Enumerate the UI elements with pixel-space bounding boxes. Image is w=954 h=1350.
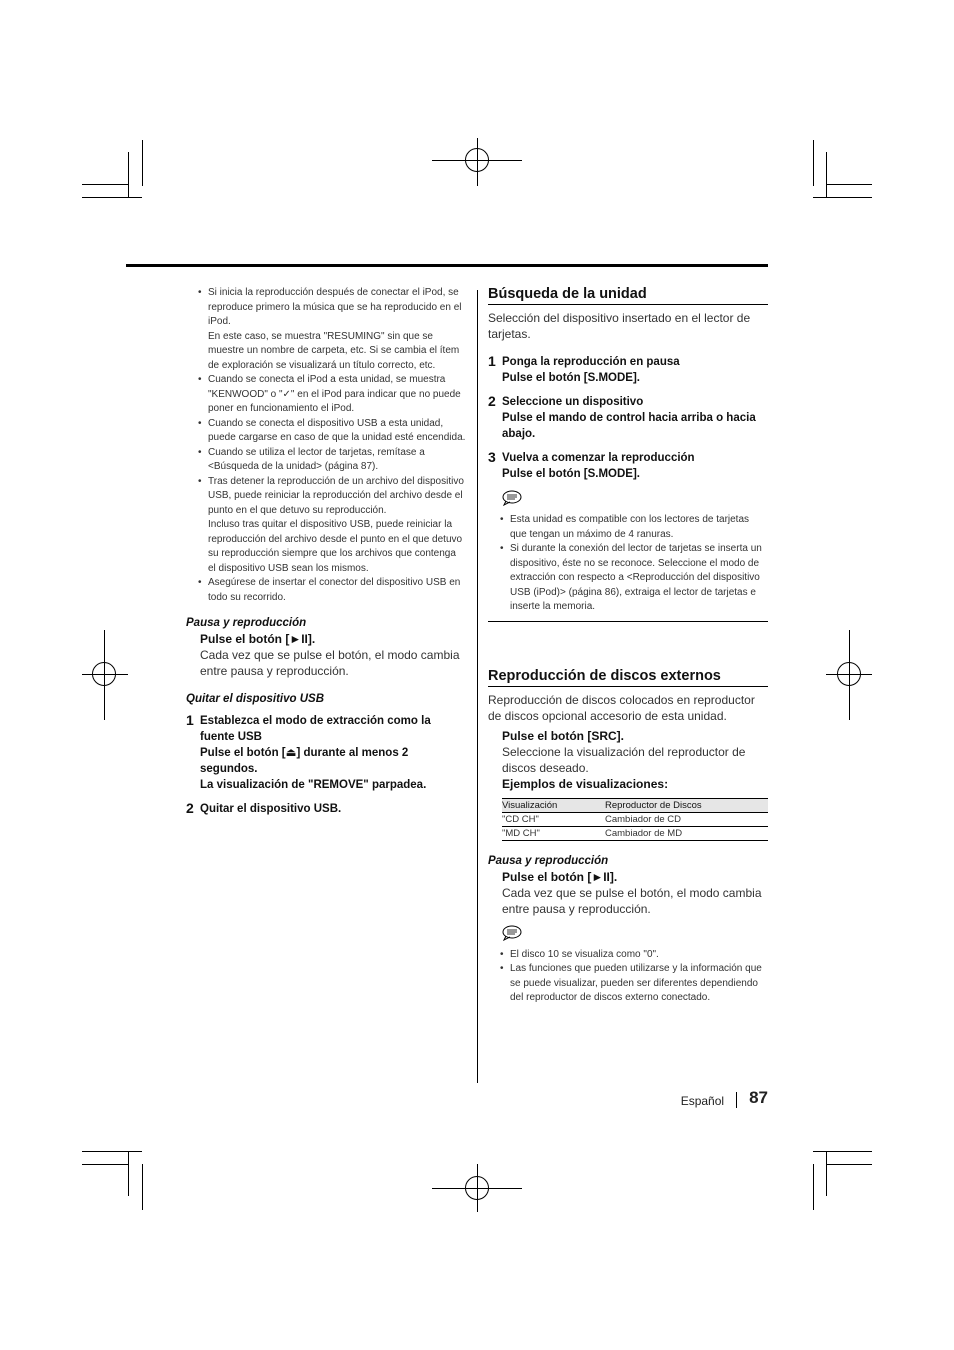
column-divider	[477, 290, 478, 1083]
table-cell: "CD CH"	[502, 812, 605, 826]
busqueda-step-2	[488, 394, 768, 442]
table-row	[502, 826, 768, 840]
busqueda-step-1	[488, 354, 768, 386]
list-item: • Asegúrese de insertar el conector del dispositivo USB en todo su recorrido.	[186, 576, 466, 605]
step-line: Pulse el botón [⏏] durante al menos 2 segundos.	[200, 747, 409, 775]
pausa-heading: Pausa y reproducción	[186, 617, 307, 629]
pausa-action: Pulse el botón [►II].	[200, 632, 316, 646]
discos-heading: Reproducción de discos externos	[488, 668, 768, 687]
list-item: • Cuando se utiliza el lector de tarjetas, remítase a <Búsqueda de la unidad> (página 87).	[186, 446, 466, 475]
quitar-heading: Quitar el dispositivo USB	[186, 693, 325, 705]
display-examples-table	[502, 798, 768, 841]
discos-pausa-description: Cada vez que se pulse el botón, el modo cambia entre pausa y reproducción.	[502, 885, 762, 916]
table-cell: Cambiador de CD	[605, 812, 768, 826]
list-item: • Cuando se conecta el dispositivo USB a esta unidad, puede cargarse en caso de que la unidad esté encendida.	[186, 417, 466, 446]
quitar-step-1	[186, 713, 466, 793]
discos-intro: Reproducción de discos colocados en reproductor de discos opcional accesorio de esta unidad.	[488, 692, 755, 723]
usb-notes-list	[186, 286, 466, 605]
busqueda-notes-list	[488, 513, 768, 615]
step-number: 3	[488, 449, 496, 465]
table-header: Reproductor de Discos	[605, 798, 768, 812]
discos-notes-list	[488, 948, 768, 1006]
step-action: Pulse el botón [S.MODE].	[502, 372, 641, 384]
right-column	[488, 286, 768, 1006]
discos-pausa-action: Pulse el botón [►II].	[502, 869, 618, 884]
step-line: La visualización de "REMOVE" parpadea.	[200, 779, 427, 791]
step-title: Ponga la reproducción en pausa	[502, 356, 680, 368]
step-number: 1	[488, 353, 496, 369]
ejemplos-heading: Ejemplos de visualizaciones:	[502, 776, 669, 791]
left-column	[186, 286, 466, 817]
step-action: Pulse el mando de control hacia arriba o hacia abajo.	[502, 412, 756, 440]
list-item: • Tras detener la reproducción de un archivo del dispositivo USB, puede reiniciar la reproducción del archivo desde el punto en el que detuvo su reproducción.	[186, 475, 466, 519]
footer-separator	[736, 1092, 737, 1108]
list-item: • El disco 10 se visualiza como "0".	[488, 948, 768, 963]
list-item: • Si inicia la reproducción después de conectar el iPod, se reproduce primero la música que se ha reproducido en el iPod.	[186, 286, 466, 330]
table-cell: Cambiador de MD	[605, 826, 768, 840]
step-title: Seleccione un dispositivo	[502, 396, 644, 408]
step-number: 2	[488, 393, 496, 409]
list-item-continuation: Incluso tras quitar el dispositivo USB, puede reiniciar la reproducción del archivo desde el punto en el que detuvo su reproducción siempre que los archivos que contenga el dispositivo USB sean los mismos.	[208, 519, 463, 574]
list-item: • Las funciones que pueden utilizarse y la información que se puede visualizar, pueden ser diferentes dependiendo del reproductor de discos externo conectado.	[488, 962, 768, 1006]
step-number: 1	[186, 712, 194, 728]
busqueda-heading: Búsqueda de la unidad	[488, 286, 768, 305]
list-item: • Esta unidad es compatible con los lectores de tarjetas que tengan un máximo de 4 ranuras.	[488, 513, 768, 542]
busqueda-step-3	[488, 450, 768, 482]
table-cell: "MD CH"	[502, 826, 605, 840]
step-action: Pulse el botón [S.MODE].	[502, 468, 641, 480]
table-row	[502, 812, 768, 826]
step-number: 2	[186, 800, 194, 816]
discos-action: Pulse el botón [SRC].	[502, 728, 625, 743]
step-line: Establezca el modo de extracción como la fuente USB	[200, 715, 431, 743]
pausa-description: Cada vez que se pulse el botón, el modo cambia entre pausa y reproducción.	[200, 648, 460, 678]
table-header: Visualización	[502, 798, 605, 812]
busqueda-intro: Selección del dispositivo insertado en el lector de tarjetas.	[488, 311, 751, 341]
discos-description: Seleccione la visualización del reproductor de discos deseado.	[502, 744, 746, 775]
discos-pausa-heading: Pausa y reproducción	[488, 854, 609, 867]
note-icon	[502, 925, 522, 941]
list-item-continuation: En este caso, se muestra "RESUMING" sin que se muestre un nombre de carpeta, etc. Si se cambia el ítem de exploración se visualizará un título correcto, etc.	[208, 330, 460, 371]
section-rule	[488, 621, 768, 622]
table-header-row	[502, 798, 768, 812]
step-line: Quitar el dispositivo USB.	[200, 803, 342, 815]
quitar-step-2	[186, 801, 466, 817]
note-icon	[502, 490, 522, 506]
header-rule	[126, 264, 768, 267]
step-title: Vuelva a comenzar la reproducción	[502, 452, 695, 464]
page-footer	[681, 1088, 768, 1108]
list-item: • Si durante la conexión del lector de tarjetas se inserta un dispositivo, éste no se reconoce. Seleccione el modo de extracción con respecto a <Reproducción del dispositivo USB (iPod)> (página 86), extraiga el lector de tarjetas e inserte la memoria.	[488, 542, 768, 615]
list-item: • Cuando se conecta el iPod a esta unidad, se muestra "KENWOOD" o "✓" en el iPod para indicar que no puede poner en funcionamiento el iPod.	[186, 373, 466, 417]
footer-language: Español	[680, 1094, 725, 1108]
page-number: 87	[749, 1088, 768, 1107]
